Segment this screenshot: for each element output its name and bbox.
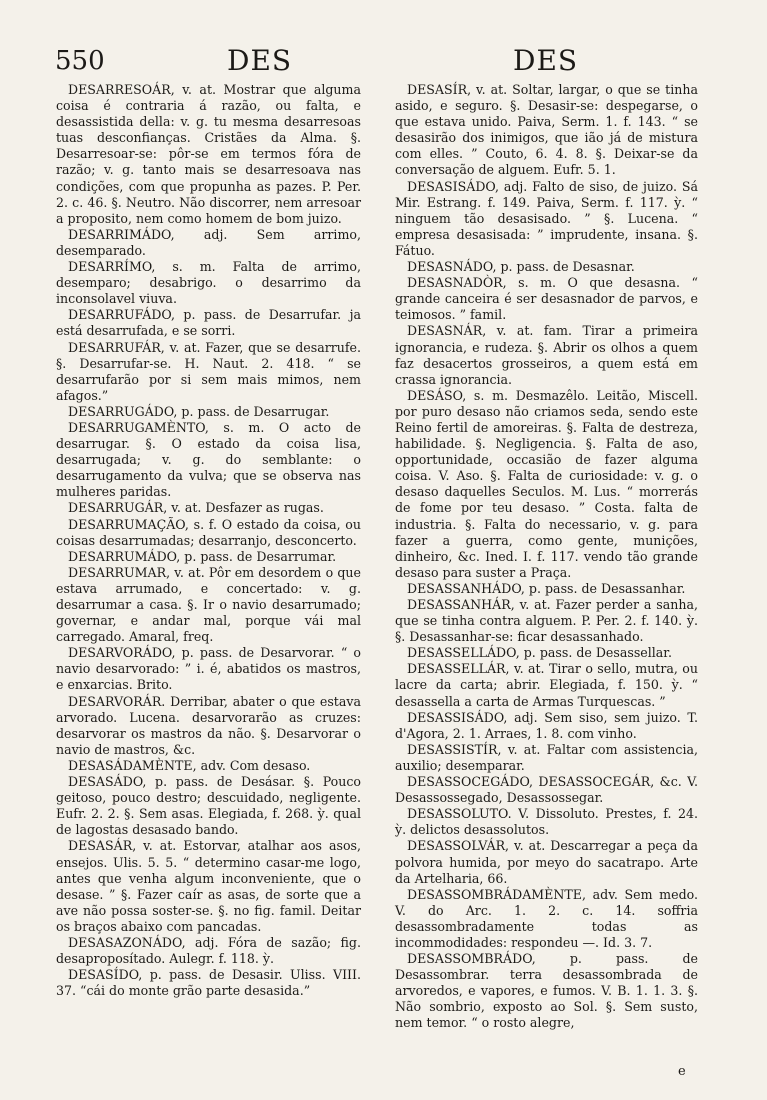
dictionary-entry: DESASSISÁDO, adj. Sem siso, sem juizo. T. d'Agora, 2. 1. Arraes, 1. 8. com vinho. (395, 709, 698, 741)
dictionary-entry: DESASÁR, v. at. Estorvar, atalhar aos asos, ensejos. Ulis. 5. 5. “ determino casar-me logo, antes que venha algum inconveniente, que o desase. ” §. Fazer caír as asas, de sorte que a ave não possa soster-se. §. no fig. famil. Deitar os braços abaixo com pancadas. (56, 838, 361, 934)
dictionary-entry: DESASSANHÁR, v. at. Fazer perder a sanha, que se tinha contra alguem. P. Per. 2. f. 140. ỳ. §. Desassanhar-se: ficar desassanhado. (395, 597, 698, 645)
dictionary-entry: DESASSISTÍR, v. at. Faltar com assistencia, auxilio; desemparar. (395, 741, 698, 773)
dictionary-entry: DESARVORÁDO, p. pass. de Desarvorar. “ o navio desarvorado: ” i. é, abatidos os mastros, e enxarcias. Brito. (56, 645, 361, 693)
dictionary-entry: DESARRUFÁR, v. at. Fazer, que se desarrufe. §. Desarrufar-se. H. Naut. 2. 418. “ se desarrufarão por si sem mais mimos, nem afagos.” (56, 339, 361, 403)
dictionary-entry: DESARRUGÁDO, p. pass. de Desarrugar. (68, 403, 330, 419)
running-head-left: DES (227, 44, 293, 77)
dictionary-entry: DESARRUMÁDO, p. pass. de Desarrumar. (68, 548, 337, 564)
dictionary-entry: DESASSOMBRÁDO, p. pass. de Desassombrar. terra desassombrada de arvoredos, e vapores, e fumos. V. B. 1. 1. 3. §. Não sombrio, exposto ao Sol. §. Sem susto, nem temor. “ o rosto alegre, (395, 951, 698, 1031)
dictionary-entry: DESASSANHÁDO, p. pass. de Desassanhar. (407, 580, 686, 596)
catchword: e (678, 1064, 686, 1079)
dictionary-entry: DESÁSO, s. m. Desmazêlo. Leitão, Miscell. por puro desaso não criamos seda, sendo este Reino fertil de amoreiras. §. Falta de destreza, habilidade. §. Negligencia. §. Falta de aso, opportunidade, occasião de fazer alguma coisa. V. Aso. §. Falta de curiosidade: v. g. o desaso daquelles Seculos. M. Lus. “ morrerás de fome por teu desaso. ” Costa. falta de industria. §. Falta do necessario, v. g. para fazer a guerra, como gente, munições, dinheiro, &c. Ined. I. f. 117. vendo tão grande desaso para suster a Praça. (395, 387, 698, 580)
dictionary-entry: DESARRUMAÇÃO, s. f. O estado da coisa, ou coisas desarrumadas; desarranjo, desconcerto. (56, 516, 361, 548)
dictionary-entry: DESASSELLÁDO, p. pass. de Desassellar. (407, 645, 672, 661)
dictionary-entry: DESASÍR, v. at. Soltar, largar, o que se tinha asido, e seguro. §. Desasir-se: despegarse, o que estava unido. Paiva, Serm. 1. f. 143. “ se desasirão dos inimigos, que ião já de mistura com elles. ” Couto, 6. 4. 8. §. Deixar-se da conversação de alguem. Eufr. 5. 1. (395, 82, 698, 178)
dictionary-entry: DESASSOLVÁR, v. at. Descarregar a peça da polvora humida, por meyo do sacatrapo. Arte da Artelharia, 66. (395, 838, 698, 886)
dictionary-entry: DESASSELLÁR, v. at. Tirar o sello, mutra, ou lacre da carta; abrir. Elegiada, f. 150. ỳ. “ desassella a carta de Armas Turquescas. ” (395, 661, 698, 709)
dictionary-entry: DESARVORÁR. Derribar, abater o que estava arvorado. Lucena. desarvorarão as cruzes: desarvorar os mastros da não. §. Desarvorar o navio de mastros, &c. (56, 693, 361, 757)
page-header (55, 40, 715, 80)
right-column (395, 82, 698, 1032)
dictionary-entry: DESASÍDO, p. pass. de Desasir. Uliss. VIII. 37. “cái do monte grão parte desasida.” (56, 967, 361, 999)
page-number: 550 (55, 46, 105, 76)
dictionary-entry: DESARRUMAR, v. at. Pôr em desordem o que estava arrumado, e concertado: v. g. desarrumar a casa. §. Ir o navio desarrumado; governar, e andar mal, porque vái mal carregado. Amaral, freq. (56, 564, 361, 645)
dictionary-entry: DESASNÁDO, p. pass. de Desasnar. (407, 259, 635, 275)
dictionary-entry: DESARRIMÁDO, adj. Sem arrimo, desemparado. (56, 226, 361, 258)
running-head-right: DES (513, 44, 579, 77)
dictionary-entry: DESASNADÒR, s. m. O que desasna. “ grande canceira é ser desasnador de parvos, e teimosos. ” famil. (395, 275, 698, 323)
dictionary-entry: DESASAZONÁDO, adj. Fóra de sazão; fig. desaproposítado. Aulegr. f. 118. ỳ. (56, 934, 361, 967)
dictionary-entry: DESASSOCEGÁDO, DESASSOCEGÁR, &c. V. Desassossegado, Desassossegar. (395, 774, 698, 806)
left-column (56, 82, 361, 999)
dictionary-entry: DESARRUFÁDO, p. pass. de Desarrufar. ja está desarrufada, e se sorri. (56, 307, 361, 339)
dictionary-entry: DESARRESOÁR, v. at. Mostrar que alguma coisa é contraria á razão, ou falta, e desassistida della: v. g. tu mesma desarresoas tuas desconfianças. Cristães da Alma. §. Desarresoar-se: pôr-se em termos fóra de razão; v. g. tanto mais se desarresoava nas condições, com que propunha as pazes. P. Per. 2. c. 46. §. Neutro. Não discorrer, nem arresoar a proposito, nem como homem de bom juizo. (56, 82, 361, 226)
dictionary-entry: DESASISÁDO, adj. Falto de siso, de juizo. Sá Mir. Estrang. f. 149. Paiva, Serm. f. 117. ỳ. “ ninguem tão desasisado. ” §. Lucena. “ empresa desasisada: ” imprudente, insana. §. Fátuo. (395, 178, 698, 258)
dictionary-entry: DESARRUGÁR, v. at. Desfazer as rugas. (68, 500, 324, 516)
dictionary-entry: DESARRÍMO, s. m. Falta de arrimo, desemparo; desabrigo. o desarrimo da inconsolavel viuva. (56, 259, 361, 307)
dictionary-entry: DESASNÁR, v. at. fam. Tirar a primeira ignorancia, e rudeza. §. Abrir os olhos a quem faz desacertos grosseiros, a quem está em crassa ignorancia. (395, 323, 698, 387)
dictionary-entry: DESASSOMBRÁDAMÈNTE, adv. Sem medo. V. do Arc. 1. 2. c. 14. soffria desassombradamente todas as incommodidades: respondeu —. Id. 3. 7. (395, 886, 698, 950)
dictionary-entry: DESASÁDAMÈNTE, adv. Com desaso. (68, 757, 311, 773)
dictionary-entry: DESASÁDO, p. pass. de Desásar. §. Pouco geitoso, pouco destro; descuidado, negligente. Eufr. 2. 2. §. Sem asas. Elegiada, f. 268. ỳ. qual de lagostas desasado bando. (56, 774, 361, 838)
dictionary-entry: DESARRUGAMÈNTO, s. m. O acto de desarrugar. §. O estado da coisa lisa, desarrugada; v. g. do semblante: o desarrugamento da vulva; que se observa nas mulheres paridas. (56, 419, 361, 500)
dictionary-entry: DESASSOLUTO. V. Dissoluto. Prestes, f. 24. ỳ. delictos desassolutos. (395, 806, 698, 838)
